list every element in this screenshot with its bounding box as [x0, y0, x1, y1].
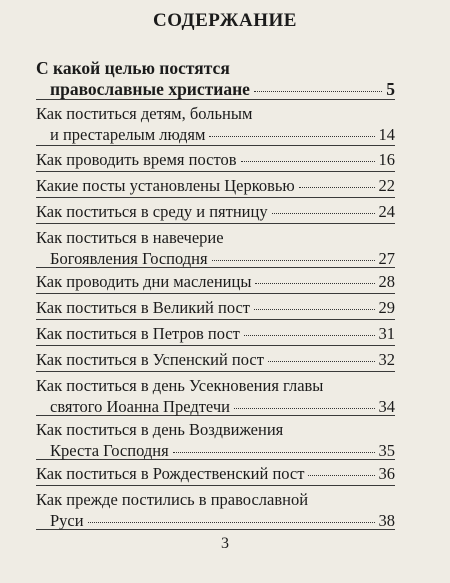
toc-entry-title: Креста Господня [50, 441, 169, 460]
toc-entry-title: Богоявления Господня [50, 249, 208, 268]
toc-entry-title: Как поститься в Великий пост [36, 298, 251, 317]
toc-page-number: 24 [378, 202, 395, 221]
toc-entry-title: Как поститься в среду и пятницу [36, 202, 268, 221]
toc-entry-title: С какой целью постятся [36, 58, 230, 78]
toc-entry-title: Как поститься в навечерие [36, 228, 224, 247]
toc-page-number: 5 [386, 79, 395, 99]
toc-entry-title: и престарелым людям [50, 125, 206, 144]
dot-leader [268, 361, 375, 362]
toc-entry[interactable] [36, 346, 395, 372]
page-number: 3 [221, 535, 229, 552]
toc-entry[interactable] [36, 100, 395, 146]
toc-entry-title: Как поститься детям, больным [36, 104, 253, 123]
toc-page-number: 34 [378, 397, 395, 416]
toc-entry-title: Как прежде постились в православной [36, 490, 309, 509]
toc-entry[interactable] [36, 55, 395, 100]
toc-entry[interactable] [36, 416, 395, 460]
dot-leader [212, 260, 375, 261]
toc-entry-title: Как поститься в день Усекновения главы [36, 376, 324, 395]
toc-entry[interactable] [36, 224, 395, 268]
toc-entry-title: Как поститься в Рождественский пост [36, 464, 305, 483]
toc-page-number: 27 [378, 249, 395, 268]
toc-entry[interactable] [36, 372, 395, 416]
dot-leader [255, 283, 374, 284]
toc-entry-title: Как поститься в Успенский пост [36, 350, 264, 369]
toc-page-number: 35 [378, 441, 395, 460]
toc-page-number: 29 [378, 298, 395, 317]
toc-entry[interactable] [36, 268, 395, 294]
toc-page-number: 14 [378, 125, 395, 144]
dot-leader [234, 408, 375, 409]
toc-page-number: 32 [378, 350, 395, 369]
dot-leader [209, 136, 374, 137]
toc-entry[interactable] [36, 294, 395, 320]
dot-leader [272, 213, 375, 214]
toc-entry-title: Руси [50, 511, 84, 530]
dot-leader [254, 309, 374, 310]
dot-leader [244, 335, 375, 336]
toc-entry[interactable] [36, 198, 395, 224]
toc-entry-title: Как проводить дни масленицы [36, 272, 252, 291]
dot-leader [254, 91, 382, 92]
dot-leader [241, 161, 375, 162]
toc-page-number: 38 [378, 511, 395, 530]
toc-entry-title: святого Иоанна Предтечи [50, 397, 230, 416]
toc-entry[interactable] [36, 460, 395, 486]
dot-leader [88, 522, 375, 523]
page-title: СОДЕРЖАНИЕ [153, 10, 297, 31]
table-of-contents [36, 55, 395, 530]
toc-entry-title: Какие посты установлены Церковью [36, 176, 295, 195]
toc-page-number: 31 [378, 324, 395, 343]
dot-leader [299, 187, 375, 188]
toc-page-number: 16 [378, 150, 395, 169]
toc-entry[interactable] [36, 172, 395, 198]
toc-page-number: 36 [378, 464, 395, 483]
toc-entry-title: Как проводить время постов [36, 150, 237, 169]
dot-leader [308, 475, 374, 476]
toc-entry[interactable] [36, 146, 395, 172]
toc-entry[interactable] [36, 320, 395, 346]
toc-entry-title: православные христиане [50, 79, 250, 99]
toc-page-number: 28 [378, 272, 395, 291]
toc-page-number: 22 [378, 176, 395, 195]
dot-leader [173, 452, 375, 453]
toc-entry-title: Как поститься в день Воздвижения [36, 420, 284, 439]
toc-entry-title: Как поститься в Петров пост [36, 324, 240, 343]
toc-entry[interactable] [36, 486, 395, 530]
